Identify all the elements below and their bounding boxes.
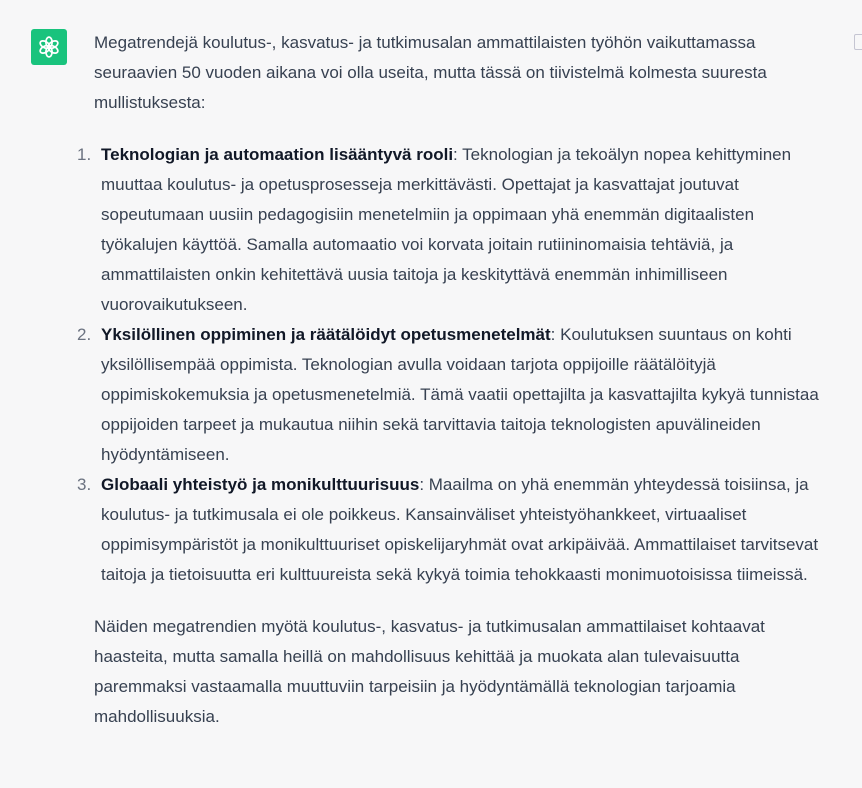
list-item-text: : Teknologian ja tekoälyn nopea kehittyminen muuttaa koulutus- ja opetusprosesseja merkittävästi. Opettajat ja kasvattajat joutuvat sopeutumaan uusiin pedagogisiin menetelmiin ja oppimaan yhä enemmän digitaalisten työkalujen käyttöä. Samalla automaatio voi korvata joitain rutiininomaisia tehtäviä, ja ammattilaisten onkin kehitettävä uusia taitoja ja keskityttävä enemmän inhimilliseen vuorovaikutukseen. bbox=[101, 145, 792, 314]
openai-logo-icon bbox=[37, 35, 61, 59]
list-item bbox=[77, 320, 834, 470]
list-item-title: Globaali yhteistyö ja monikulttuurisuus bbox=[101, 475, 420, 494]
list-number: 3. bbox=[77, 475, 92, 494]
copy-icon[interactable] bbox=[854, 34, 862, 50]
list-number: 2. bbox=[77, 325, 92, 344]
response-content bbox=[77, 28, 834, 732]
list-item bbox=[77, 140, 834, 320]
assistant-avatar bbox=[31, 29, 67, 65]
closing-paragraph: Näiden megatrendien myötä koulutus-, kasvatus- ja tutkimusalan ammattilaiset kohtaavat haasteita, mutta samalla heillä on mahdollisuus kehittää ja muokata alan tulevaisuutta paremmaksi vastaamalla muuttuviin tarpeisiin ja hyödyntämällä teknologian tarjoamia mahdollisuuksia. bbox=[94, 617, 765, 726]
list-item-text: : Maailma on yhä enemmän yhteydessä toisiinsa, ja koulutus- ja tutkimusala ei ole poikkeus. Kansainväliset yhteistyöhankkeet, virtuaaliset oppimisympäristöt ja monikulttuuriset opiskelijaryhmät ovat arkipäivää. Ammattilaiset tarvitsevat taitoja ja tietoisuutta eri kulttuureista sekä kykyä toimia tehokkaasti monimuotoisissa tiimeissä. bbox=[101, 475, 819, 584]
intro-paragraph: Megatrendejä koulutus-, kasvatus- ja tutkimusalan ammattilaisten työhön vaikuttamassa seuraavien 50 vuoden aikana voi olla useita, mutta tässä on tiivistelmä kolmesta suuresta mullistuksesta: bbox=[94, 33, 767, 112]
list-item-text: : Koulutuksen suuntaus on kohti yksilöllisempää oppimista. Teknologian avulla voidaan tarjota oppijoille räätälöityjä oppimiskokemuksia ja opetusmenetelmiä. Tämä vaatii opettajilta ja kasvattajilta kykyä tunnistaa oppijoiden tarpeet ja mukautua niihin sekä tarvittavia taitoja teknologisten apuvälineiden hyödyntämiseen. bbox=[101, 325, 819, 464]
list-item bbox=[77, 470, 834, 590]
list-number: 1. bbox=[77, 145, 92, 164]
list-item-title: Teknologian ja automaation lisääntyvä rooli bbox=[101, 145, 454, 164]
list-item-title: Yksilöllinen oppiminen ja räätälöidyt opetusmenetelmät bbox=[101, 325, 551, 344]
megatrend-list bbox=[77, 140, 834, 590]
